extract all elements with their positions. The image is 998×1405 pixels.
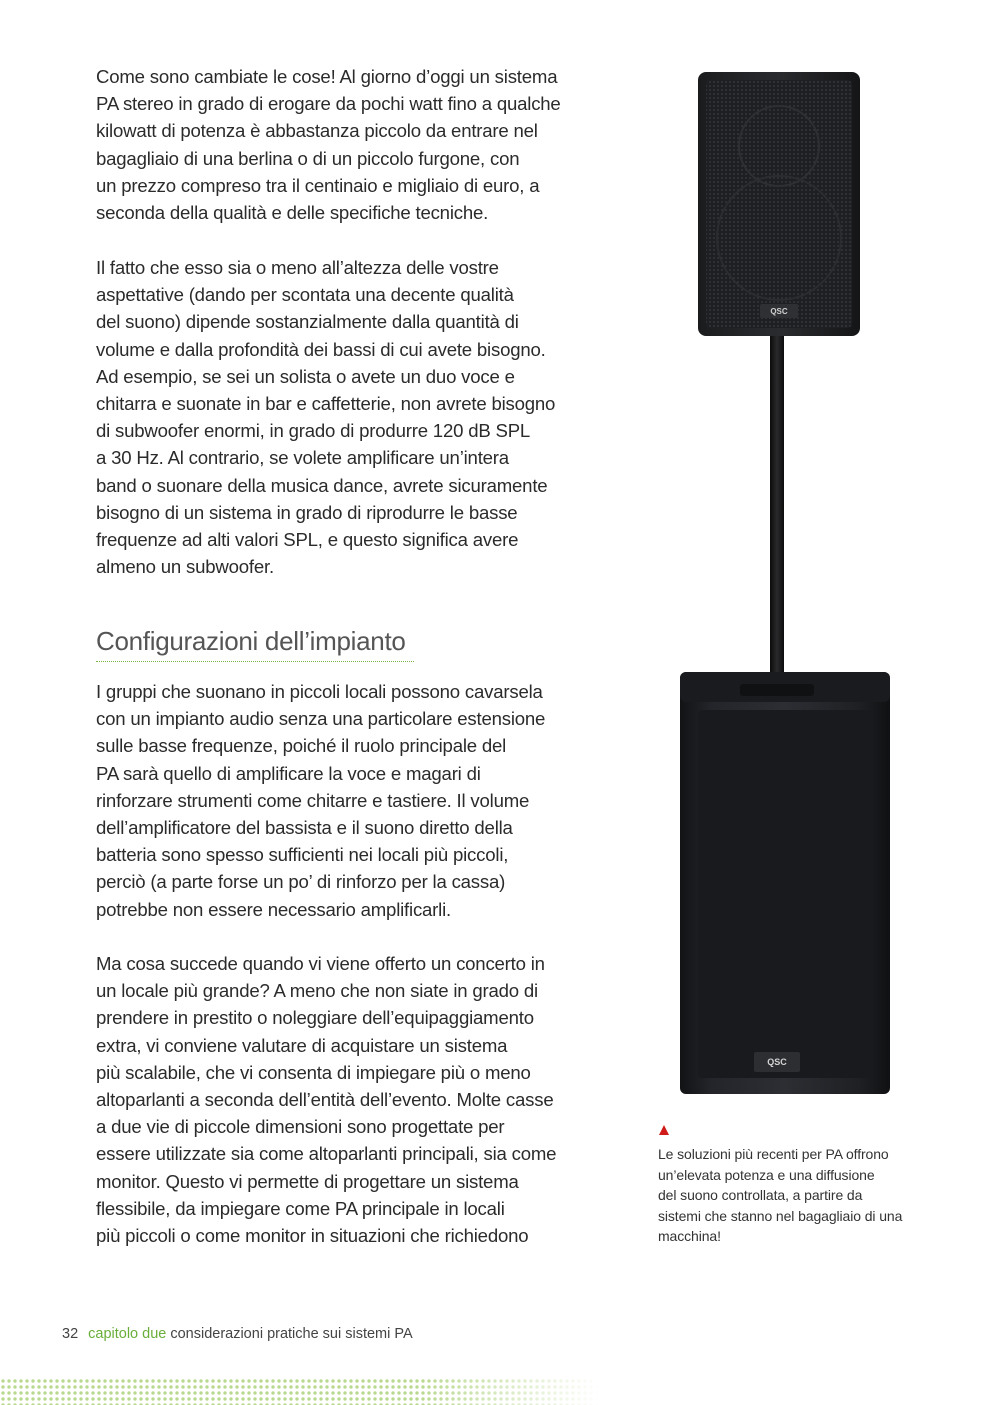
page-footer <box>62 1326 413 1342</box>
top-speaker <box>698 72 860 336</box>
caption-line: sistemi che stanno nel bagagliaio di una <box>658 1207 903 1224</box>
paragraph-line: Ad esempio, se sei un solista o avete un duo voce e <box>96 365 515 387</box>
paragraph-line: batteria sono spesso sufficienti nei locali più piccoli, <box>96 844 509 866</box>
paragraph-line: più piccoli o come monitor in situazioni che richiedono <box>96 1225 529 1247</box>
paragraph-small-venues <box>96 678 608 923</box>
paragraph-line: rinforzare strumenti come chitarre e tastiere. Il volume <box>96 789 530 811</box>
paragraph-line: chitarra e suonate in bar e caffetterie, non avrete bisogno <box>96 393 556 415</box>
paragraph-line: essere utilizzate sia come altoparlanti principali, sia come <box>96 1143 557 1165</box>
paragraph-line: di subwoofer enormi, in grado di produrre 120 dB SPL <box>96 420 531 442</box>
paragraph-line: bagagliaio di una berlina o di un piccolo furgone, con <box>96 147 520 169</box>
paragraph-line: band o suonare della musica dance, avrete sicuramente <box>96 474 548 496</box>
paragraph-line: kilowatt di potenza è abbastanza piccolo da entrare nel <box>96 120 538 142</box>
speaker-pole <box>770 336 784 680</box>
page-number: 32 <box>62 1326 79 1342</box>
speaker-system-photo <box>660 60 896 1100</box>
paragraph-expectations <box>96 254 608 580</box>
subwoofer <box>680 672 890 1094</box>
photo-caption <box>658 1144 908 1247</box>
paragraph-line: un locale più grande? A meno che non siate in grado di <box>96 980 538 1002</box>
paragraph-line: almeno un subwoofer. <box>96 556 274 578</box>
caption-line: un’elevata potenza e una diffusione <box>658 1166 875 1183</box>
top-speaker-logo: QSC <box>770 307 788 316</box>
paragraph-line: flessibile, da impiegare come PA principale in locali <box>96 1197 505 1219</box>
chapter-label: capitolo due <box>88 1326 167 1342</box>
paragraph-line: aspettative (dando per scontata una decente qualità <box>96 284 514 306</box>
section-heading: Configurazioni dell’impianto <box>96 626 414 662</box>
paragraph-line: altoparlanti a seconda dell’entità dell’evento. Molte casse <box>96 1089 554 1111</box>
paragraph-line: prendere in prestito o noleggiare dell’equipaggiamento <box>96 1007 534 1029</box>
paragraph-line: più scalabile, che vi consenta di impiegare più o meno <box>96 1061 531 1083</box>
paragraph-line: volume e dalla profondità dei bassi di cui avete bisogno. <box>96 338 546 360</box>
subwoofer-logo: QSC <box>767 1057 787 1067</box>
paragraph-line: monitor. Questo vi permette di progettare un sistema <box>96 1170 519 1192</box>
paragraph-line: perciò (a parte forse un po’ di rinforzo per la cassa) <box>96 871 506 893</box>
paragraph-line: PA sarà quello di amplificare la voce e magari di <box>96 762 481 784</box>
paragraph-line: con un impianto audio senza una particolare estensione <box>96 708 546 730</box>
paragraph-intro <box>96 63 608 226</box>
caption-line: del suono controllata, a partire da <box>658 1187 863 1204</box>
paragraph-line: Il fatto che esso sia o meno all’altezza delle vostre <box>96 257 499 278</box>
paragraph-line: Come sono cambiate le cose! Al giorno d’oggi un sistema <box>96 66 558 87</box>
caption-line: macchina! <box>658 1228 721 1245</box>
paragraph-larger-venues <box>96 950 608 1249</box>
paragraph-line: a 30 Hz. Al contrario, se volete amplificare un’intera <box>96 447 509 469</box>
caption-line: Le soluzioni più recenti per PA offrono <box>658 1146 889 1162</box>
paragraph-line: I gruppi che suonano in piccoli locali possono cavarsela <box>96 681 543 702</box>
paragraph-line: Ma cosa succede quando vi viene offerto un concerto in <box>96 953 545 974</box>
paragraph-line: PA stereo in grado di erogare da pochi watt fino a qualche <box>96 93 561 115</box>
paragraph-line: frequenze ad alti valori SPL, e questo significa avere <box>96 529 519 551</box>
paragraph-line: dell’amplificatore del bassista e il suono diretto della <box>96 817 513 839</box>
chapter-title: considerazioni pratiche sui sistemi PA <box>170 1326 413 1342</box>
decorative-dot-band <box>0 1378 600 1405</box>
paragraph-line: sulle basse frequenze, poiché il ruolo principale del <box>96 735 507 757</box>
paragraph-line: del suono) dipende sostanzialmente dalla quantità di <box>96 311 519 333</box>
paragraph-line: potrebbe non essere necessario amplificarli. <box>96 898 452 920</box>
caption-arrow-icon <box>659 1125 669 1135</box>
paragraph-line: extra, vi conviene valutare di acquistare un sistema <box>96 1034 508 1056</box>
paragraph-line: un prezzo compreso tra il centinaio e migliaio di euro, a <box>96 174 540 196</box>
paragraph-line: seconda della qualità e delle specifiche tecniche. <box>96 202 489 224</box>
paragraph-line: a due vie di piccole dimensioni sono progettate per <box>96 1116 505 1138</box>
paragraph-line: bisogno di un sistema in grado di riprodurre le basse <box>96 501 518 523</box>
